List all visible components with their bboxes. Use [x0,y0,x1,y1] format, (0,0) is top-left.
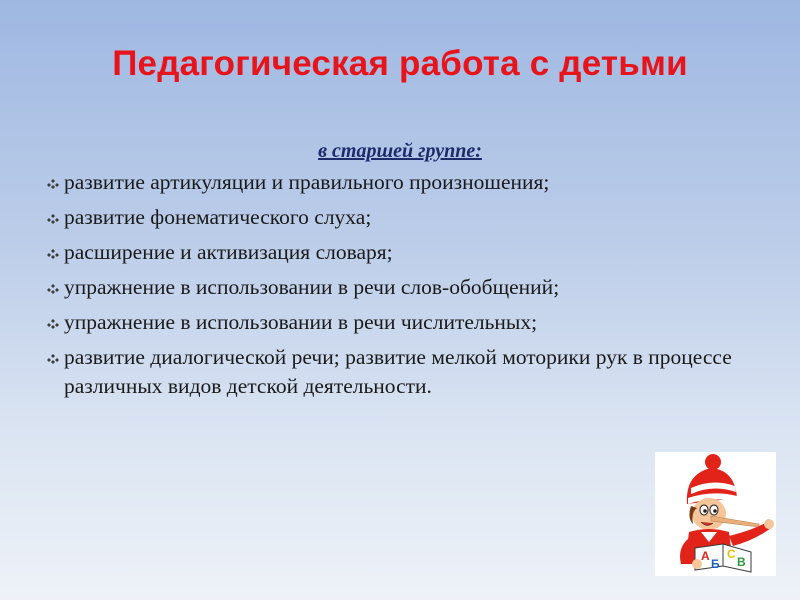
list-item [46,308,766,337]
list-item [46,203,766,232]
bullet-list [46,168,766,407]
list-item [46,168,766,197]
list-item-text: упражнение в использовании в речи слов-обобщений; [64,275,560,299]
pinocchio-reading-book-icon [655,452,776,576]
list-item [46,238,766,267]
list-item-text: расширение и активизация словаря; [64,240,393,264]
list-item-text: развитие диалогической речи; развитие мелкой моторики рук в процессе различных видов детской деятельности. [64,345,732,398]
slide-title: Педагогическая работа с детьми [112,44,688,83]
diamond-bullet-icon [46,212,60,226]
diamond-bullet-icon [46,247,60,261]
list-item-text: развитие артикуляции и правильного произношения; [64,170,550,194]
slide-subtitle: в старшей группе: [318,140,482,162]
list-item [46,343,766,401]
diamond-bullet-icon [46,177,60,191]
diamond-bullet-icon [46,352,60,366]
book-letter: В [737,555,746,569]
list-item-text: развитие фонематического слуха; [64,205,372,229]
list-item-text: упражнение в использовании в речи числительных; [64,310,538,334]
book-letter: С [727,547,736,561]
list-item [46,273,766,302]
book-letter: Б [711,557,720,571]
book-letter: А [701,549,710,563]
diamond-bullet-icon [46,282,60,296]
diamond-bullet-icon [46,317,60,331]
